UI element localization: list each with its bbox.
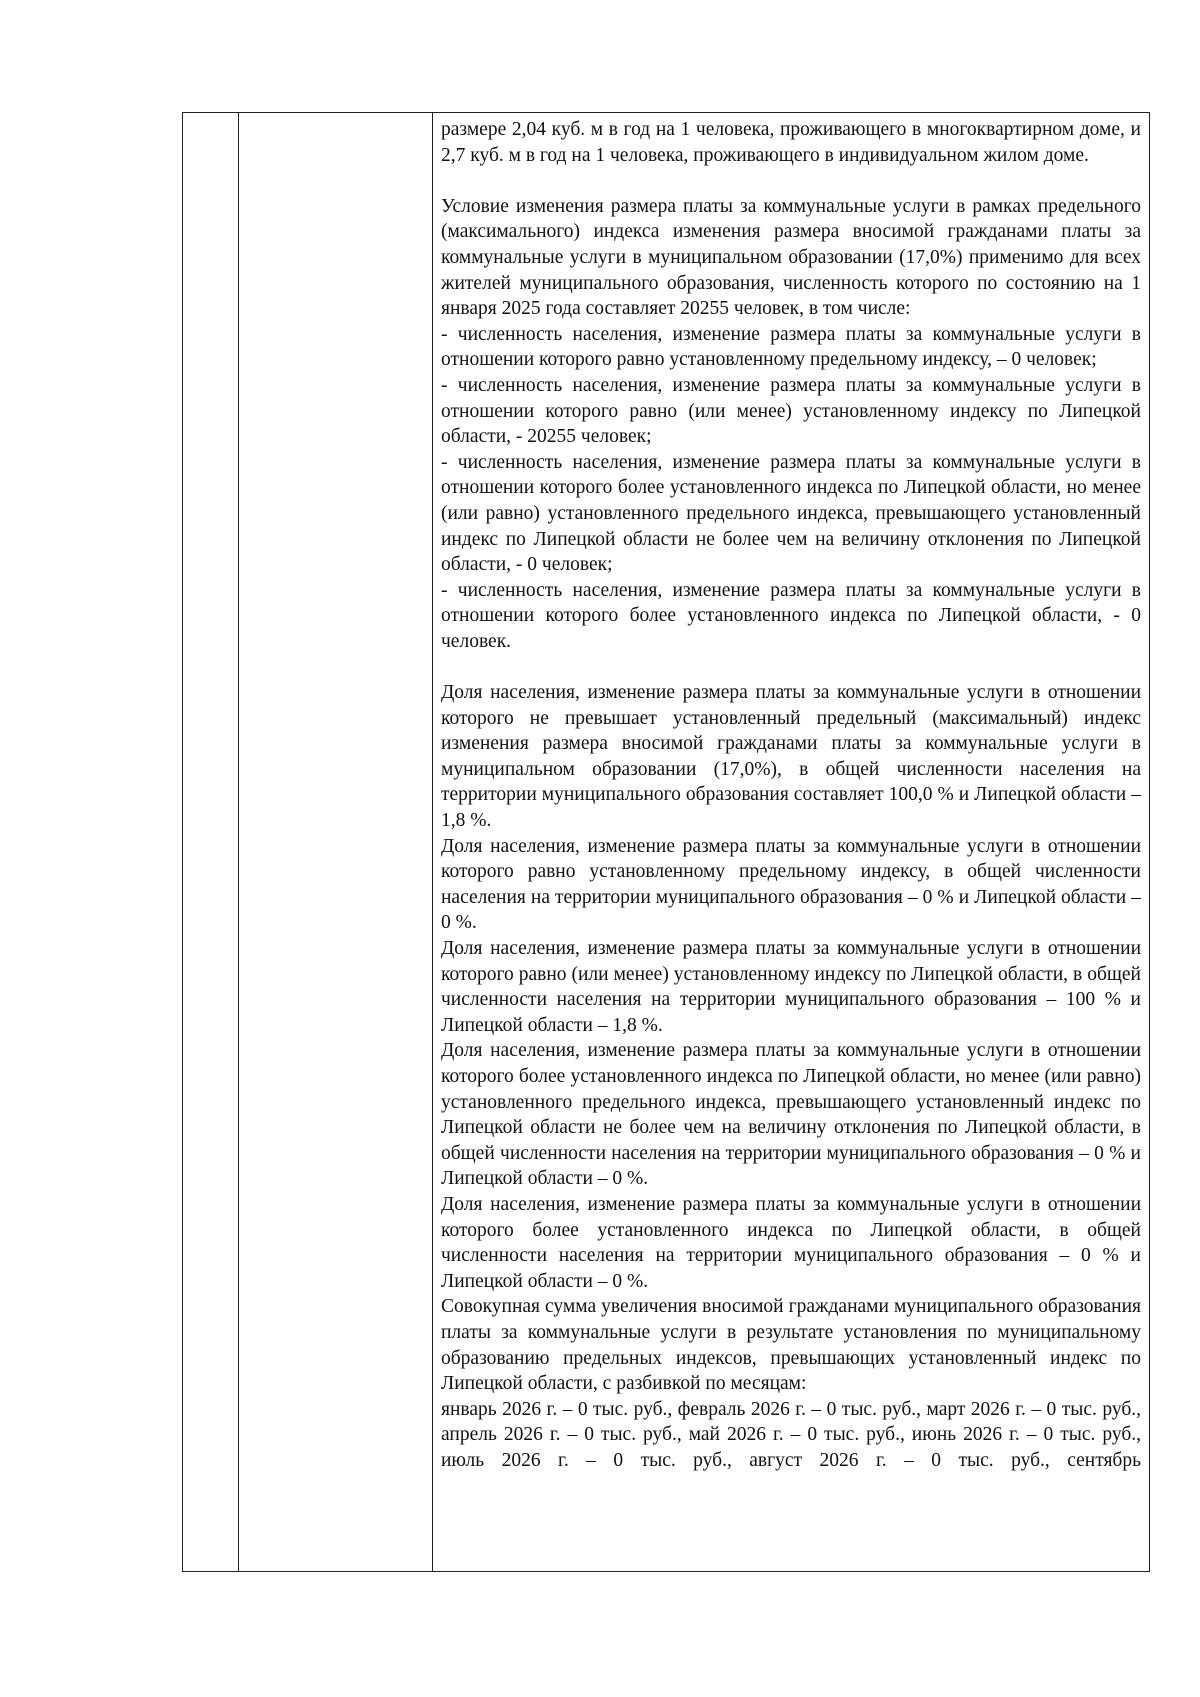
paragraph-share: Доля населения, изменение размера платы за коммунальные услуги в отношении которого более установленного индекса по Липецкой области, в общей численности населения на территории муниципального образования – 0 % и Липецкой области – 0 %. [441,1193,1141,1292]
list-item: - численность населения, изменение размера платы за коммунальные услуги в отношении которого равно установленному предельному индексу, – 0 человек; [441,323,1141,371]
paragraph-condition: Условие изменения размера платы за коммунальные услуги в рамках предельного (максимального) индекса изменения размера вносимой гражданами платы за коммунальные услуги в муниципальном образовании (17,0%) применимо для всех жителей муниципального образования, численность которого по состоянию на 1 января 2025 года составляет 20255 человек, в том числе: [441,195,1141,320]
paragraph-share: Доля населения, изменение размера платы за коммунальные услуги в отношении которого равно (или менее) установленному индексу по Липецкой области, в общей численности населения на территории муниципального образования – 100 % и Липецкой области – 1,8 %. [441,938,1141,1036]
table-column-name [239,113,433,1571]
paragraph-total-sum: Совокупная сумма увеличения вносимой гражданами муниципального образования платы за коммунальные услуги в результате установления по муниципальному образованию предельных индексов, превышающих установленный индекс по Липецкой области, с разбивкой по месяцам: [441,1296,1141,1395]
table-column-content [433,113,1149,1571]
paragraph-share: Доля населения, изменение размера платы за коммунальные услуги в отношении которого более установленного индекса по Липецкой области, но менее (или равно) установленного предельного индекса, превышающего установленный индекс по Липецкой области не более чем на величину отклонения по Липецкой области, в общей численности населения на территории муниципального образования – 0 % и Липецкой области – 0 %. [441,1040,1141,1190]
paragraph-monthly-breakdown: январь 2026 г. – 0 тыс. руб., февраль 2026 г. – 0 тыс. руб., март 2026 г. – 0 тыс. руб., апрель 2026 г. – 0 тыс. руб., май 2026 г. – 0 тыс. руб., июнь 2026 г. – 0 тыс. руб., июль 2026 г. – 0 тыс. руб., август 2026 г. – 0 тыс. руб., сентябрь [441,1398,1141,1471]
paragraph-water-norm: размере 2,04 куб. м в год на 1 человека, проживающего в многоквартирном доме, и 2,7 куб. м в год на 1 человека, проживающего в индивидуальном жилом доме. [441,119,1141,166]
document-table [182,112,1150,1572]
paragraph-share: Доля населения, изменение размера платы за коммунальные услуги в отношении которого не превышает установленный предельный (максимальный) индекс изменения размера вносимой гражданами платы за коммунальные услуги в муниципальном образовании (17,0%), в общей численности населения на территории муниципального образования составляет 100,0 % и Липецкой области – 1,8 %. [441,682,1141,832]
paragraph-share: Доля населения, изменение размера платы за коммунальные услуги в отношении которого равно установленному предельному индексу, в общей численности населения на территории муниципального образования – 0 % и Липецкой области – 0 %. [441,835,1141,934]
list-item: - численность населения, изменение размера платы за коммунальные услуги в отношении которого более установленного индекса по Липецкой области, - 0 человек. [441,579,1141,652]
list-item: - численность населения, изменение размера платы за коммунальные услуги в отношении которого равно (или менее) установленному индексу по Липецкой области, - 20255 человек; [441,374,1141,448]
table-column-number [183,113,239,1571]
list-item: - численность населения, изменение размера платы за коммунальные услуги в отношении которого более установленного индекса по Липецкой области, но менее (или равно) установленного предельного индекса, превышающего установленный индекс по Липецкой области не более чем на величину отклонения по Липецкой области, - 0 человек; [441,451,1141,576]
